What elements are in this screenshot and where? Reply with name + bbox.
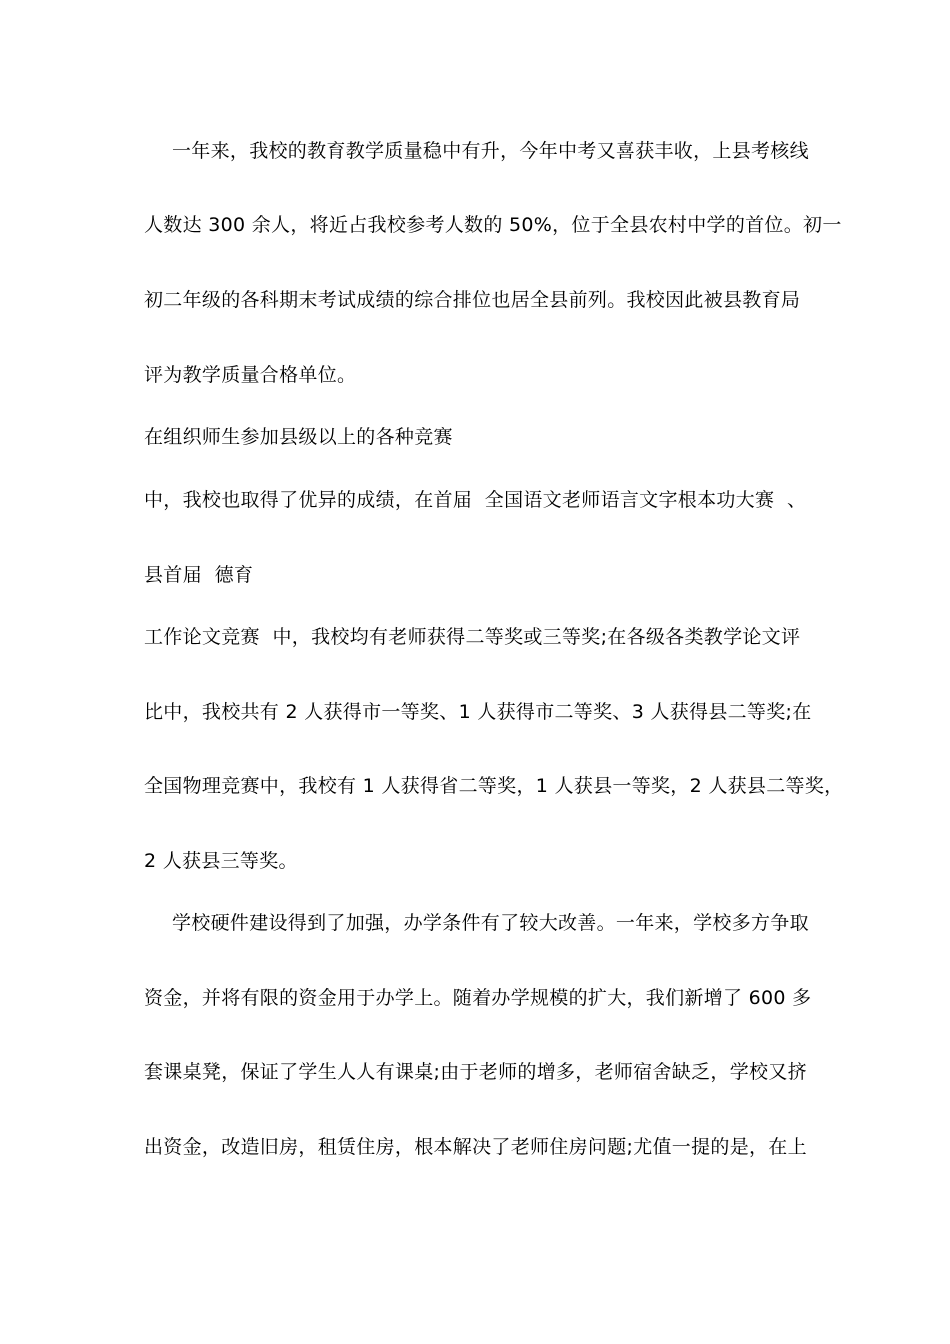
paragraph-3-line-1: 学校硬件建设得到了加强，办学条件有了较大改善。一年来，学校多方争取	[172, 912, 809, 934]
paragraph-3-line-3: 套课桌凳，保证了学生人人有课桌;由于老师的增多，老师宿舍缺乏，学校又挤	[144, 1061, 807, 1083]
paragraph-2-line-6: 全国物理竞赛中，我校有 1 人获得省二等奖，1 人获县一等奖，2 人获县二等奖，	[144, 775, 844, 797]
paragraph-3-line-4: 出资金，改造旧房，租赁住房，根本解决了老师住房问题;尤值一提的是，在上	[144, 1136, 807, 1158]
paragraph-2-line-4: 工作论文竞赛 中，我校均有老师获得二等奖或三等奖;在各级各类教学论文评	[144, 626, 801, 648]
paragraph-2-line-1: 在组织师生参加县级以上的各种竞赛	[144, 426, 453, 448]
paragraph-1-line-4: 评为教学质量合格单位。	[144, 364, 357, 386]
paragraph-2-line-5: 比中，我校共有 2 人获得市一等奖、1 人获得市二等奖、3 人获得县二等奖;在	[144, 701, 812, 723]
paragraph-1-line-3: 初二年级的各科期末考试成绩的综合排位也居全县前列。我校因此被县教育局	[144, 289, 801, 311]
paragraph-2-line-2: 中，我校也取得了优异的成绩，在首届 全国语文老师语言文字根本功大赛 、	[144, 489, 807, 511]
paragraph-2-line-7: 2 人获县三等奖。	[144, 850, 298, 872]
paragraph-2-line-3: 县首届 德育	[144, 564, 254, 586]
paragraph-1-line-1: 一年来，我校的教育教学质量稳中有升，今年中考又喜获丰收，上县考核线	[172, 140, 809, 162]
paragraph-3-line-2: 资金，并将有限的资金用于办学上。随着办学规模的扩大，我们新增了 600 多	[144, 987, 812, 1009]
paragraph-1-line-2: 人数达 300 余人，将近占我校参考人数的 50%，位于全县农村中学的首位。初一	[144, 214, 842, 236]
